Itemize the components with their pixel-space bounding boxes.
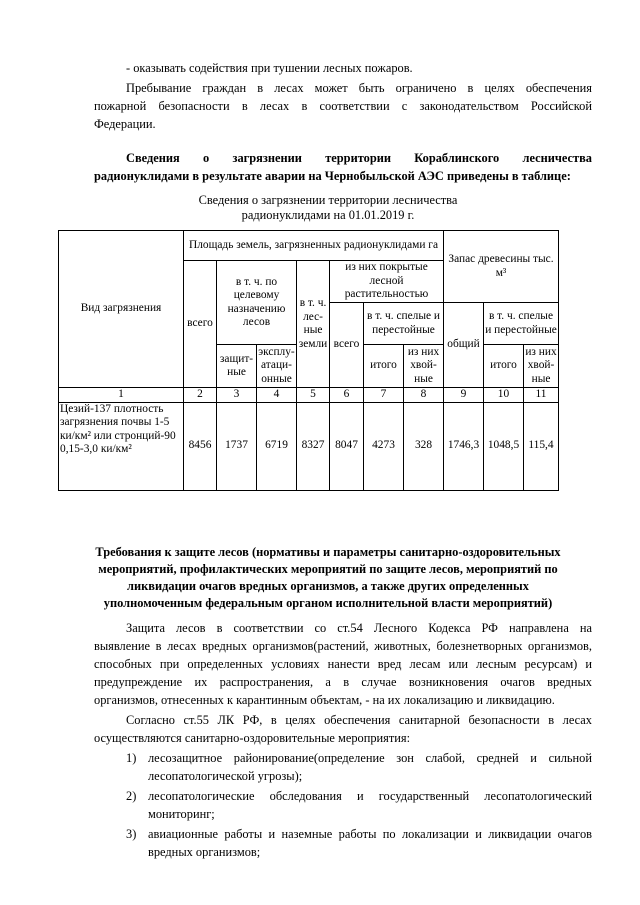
section-heading: уполномоченным федеральным органом исполнительной власти мероприятий) — [103, 596, 553, 610]
table-cell: 8456 — [184, 402, 217, 490]
contamination-table — [58, 230, 559, 491]
intro-paragraph-line: Федерации. — [94, 117, 156, 131]
table-cell: 4273 — [364, 402, 404, 490]
column-number: 9 — [444, 388, 484, 403]
list-item-text: лесопатологической угрозы); — [148, 769, 303, 783]
list-item-number: 1) — [126, 751, 137, 765]
list-item-text: лесозащитное районирование(определение зон слабой, средней и сильной — [148, 751, 592, 765]
header-stock-ripe-total: итого — [484, 345, 524, 388]
paragraph-line: Согласно ст.55 ЛК РФ, в целях обеспечения санитарной безопасности в лесах — [126, 713, 592, 727]
table-cell: 1746,3 — [444, 402, 484, 490]
header-ripe-conif: из них хвой-ные — [404, 345, 444, 388]
paragraph-line: Защита лесов в соответствии со ст.54 Лесного Кодекса РФ направлена на — [126, 621, 592, 635]
table-cell: 8327 — [297, 402, 330, 490]
list-item-number: 2) — [126, 789, 137, 803]
header-covered: из них покрытые лесной растительностью — [330, 261, 444, 303]
section-heading: Требования к защите лесов (нормативы и параметры санитарно-оздоровительных — [95, 545, 561, 559]
header-purpose: в т. ч. по целевому назначению лесов — [217, 261, 297, 345]
table-cell: 1048,5 — [484, 402, 524, 490]
column-number: 8 — [404, 388, 444, 403]
list-item-text: вредных организмов; — [148, 845, 261, 859]
table-caption: радионуклидами на 01.01.2019 г. — [241, 208, 415, 222]
header-stock-ripe-conif: из них хвой-ные — [524, 345, 559, 388]
table-caption: Сведения о загрязнении территории лесничества — [198, 193, 458, 207]
header-general: общий — [444, 303, 484, 388]
column-number: 3 — [217, 388, 257, 403]
header-area: Площадь земель, загрязненных радионуклидами га — [184, 231, 444, 261]
section-heading: Сведения о загрязнении территории Кораблинского лесничества — [126, 151, 592, 165]
header-stock-ripe: в т. ч. спелые и перестойные — [484, 303, 559, 345]
paragraph-line: способных при определенных условиях нанести вред лесам или лесным ресурсам) и — [94, 657, 592, 671]
table-cell: 1737 — [217, 402, 257, 490]
column-number: 6 — [330, 388, 364, 403]
column-number: 11 — [524, 388, 559, 403]
column-number: 2 — [184, 388, 217, 403]
header-ripe-total: итого — [364, 345, 404, 388]
paragraph-line: предупреждение их распространения, а в случае возникновения очагов вредных — [94, 675, 592, 689]
header-vid: Вид загрязнения — [59, 231, 184, 388]
row-label: Цезий-137 плотность загрязнения почвы 1-5 ки/км² или стронций-90 0,15-3,0 ки/км² — [59, 402, 184, 490]
header-total: всего — [184, 261, 217, 388]
paragraph-line: выявление в лесах вредных организмов(растений, животных, болезнетворных организмов, — [94, 639, 592, 653]
intro-paragraph-line: Пребывание граждан в лесах может быть ограничено в целях обеспечения — [126, 81, 592, 95]
table-cell: 6719 — [257, 402, 297, 490]
list-item-text: авиационные работы и наземные работы по локализации и ликвидации очагов — [148, 827, 592, 841]
header-protective: защит-ные — [217, 345, 257, 388]
header-forestless: в т. ч. лес-ные земли — [297, 261, 330, 388]
column-number: 7 — [364, 388, 404, 403]
column-number: 5 — [297, 388, 330, 403]
table-cell: 328 — [404, 402, 444, 490]
table-cell: 8047 — [330, 402, 364, 490]
column-number: 4 — [257, 388, 297, 403]
table-cell: 115,4 — [524, 402, 559, 490]
column-number: 10 — [484, 388, 524, 403]
list-item-text: лесопатологические обследования и государственный лесопатологический — [148, 789, 592, 803]
intro-line: - оказывать содействия при тушении лесных пожаров. — [126, 61, 413, 75]
list-item-text: мониторинг; — [148, 807, 215, 821]
section-heading: мероприятий, профилактических мероприятий по защите лесов, мероприятий по — [98, 562, 558, 576]
section-heading: радионуклидами в результате аварии на Чернобыльской АЭС приведены в таблице: — [94, 169, 571, 183]
paragraph-line: осуществляются санитарно-оздоровительные мероприятия: — [94, 731, 411, 745]
header-exploit: эксплу-атаци-онные — [257, 345, 297, 388]
section-heading: ликвидации очагов вредных организмов, а также других определенных — [127, 579, 529, 593]
list-item-number: 3) — [126, 827, 137, 841]
header-ripe: в т. ч. спелые и перестойные — [364, 303, 444, 345]
intro-paragraph-line: пожарной безопасности в лесах в соответствии с законодательством Российской — [94, 99, 592, 113]
header-covered-total: всего — [330, 303, 364, 388]
header-stock: Запас древесины тыс. м³ — [444, 231, 559, 303]
paragraph-line: организмов, отнесенных к карантинным объектам, - на их локализацию и ликвидацию. — [94, 693, 555, 707]
column-number: 1 — [59, 388, 184, 403]
